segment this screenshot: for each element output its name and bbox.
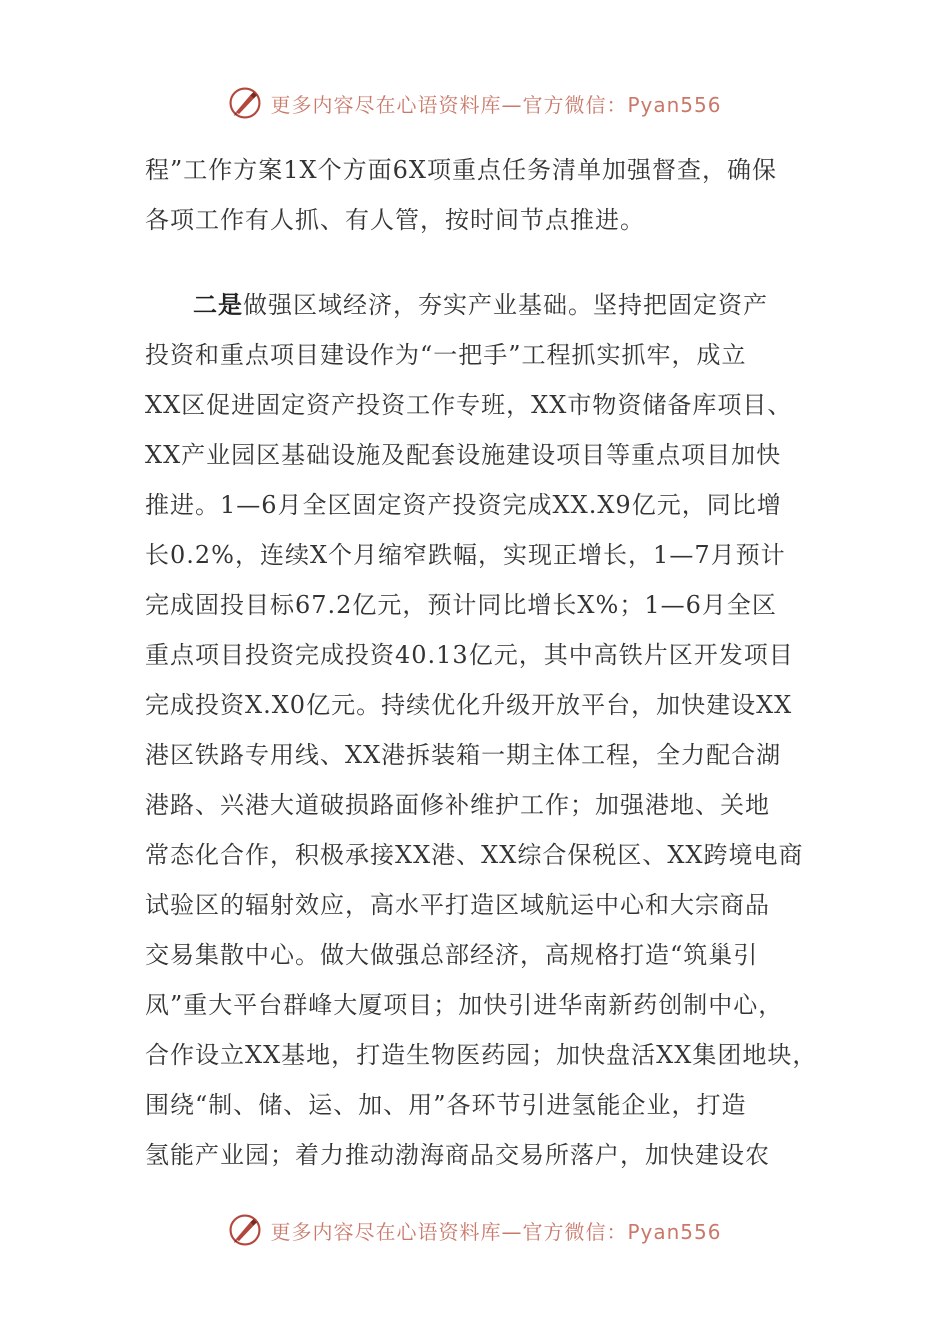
text-line: 围绕“制、储、运、加、用”各环节引进氢能企业，打造 <box>145 1091 747 1119</box>
header-watermark-banner <box>0 83 950 123</box>
paragraph-gap <box>145 245 825 280</box>
text-line: XX产业园区基础设施及配套设施建设项目等重点项目加快 <box>145 441 782 469</box>
lead-rest-text: 做强区域经济，夯实产业基础。坚持把固定资产 <box>243 291 768 319</box>
text-line: 完成固投目标67.2亿元，预计同比增长X%；1—6月全区 <box>145 591 777 619</box>
text-line: 试验区的辐射效应，高水平打造区域航运中心和大宗商品 <box>145 891 770 919</box>
text-line: 投资和重点项目建设作为“一把手”工程抓实抓牢，成立 <box>145 341 747 369</box>
text-line: 氢能产业园；着力推动渤海商品交易所落户，加快建设农 <box>145 1141 770 1169</box>
text-line: 推进。1—6月全区固定资产投资完成XX.X9亿元，同比增 <box>145 491 782 519</box>
pen-logo-icon <box>228 1213 262 1247</box>
text-line: XX区促进固定资产投资工作专班，XX市物资储备库项目、 <box>145 391 793 419</box>
watermark-text: 更多内容尽在心语资料库—官方微信：Pyan556 <box>270 1219 722 1244</box>
document-body <box>145 145 825 1180</box>
watermark-text: 更多内容尽在心语资料库—官方微信：Pyan556 <box>270 92 722 117</box>
lead-bold-text: 二是 <box>193 290 243 319</box>
text-line: 各项工作有人抓、有人管，按时间节点推进。 <box>145 206 645 234</box>
pen-logo-icon <box>228 86 262 120</box>
text-line: 完成投资X.X0亿元。持续优化升级开放平台，加快建设XX <box>145 691 793 719</box>
text-line: 合作设立XX基地，打造生物医药园；加快盘活XX集团地块， <box>145 1041 818 1069</box>
text-line: 交易集散中心。做大做强总部经济，高规格打造“筑巢引 <box>145 941 759 969</box>
text-line: 港路、兴港大道破损路面修补维护工作；加强港地、关地 <box>145 791 770 819</box>
footer-watermark-banner <box>0 1210 950 1250</box>
text-line: 常态化合作，积极承接XX港、XX综合保税区、XX跨境电商 <box>145 841 804 869</box>
paragraph-2 <box>145 280 825 1180</box>
text-line: 重点项目投资完成投资40.13亿元，其中高铁片区开发项目 <box>145 641 794 669</box>
text-line: 凤”重大平台群峰大厦项目；加快引进华南新药创制中心， <box>145 991 784 1019</box>
text-line: 港区铁路专用线、XX港拆装箱一期主体工程，全力配合湖 <box>145 741 782 769</box>
text-line: 长0.2%，连续X个月缩窄跌幅，实现正增长，1—7月预计 <box>145 541 786 569</box>
paragraph-1 <box>145 145 825 245</box>
paragraph-lead-line <box>145 280 825 330</box>
text-line: 程”工作方案1X个方面6X项重点任务清单加强督查，确保 <box>145 156 777 184</box>
